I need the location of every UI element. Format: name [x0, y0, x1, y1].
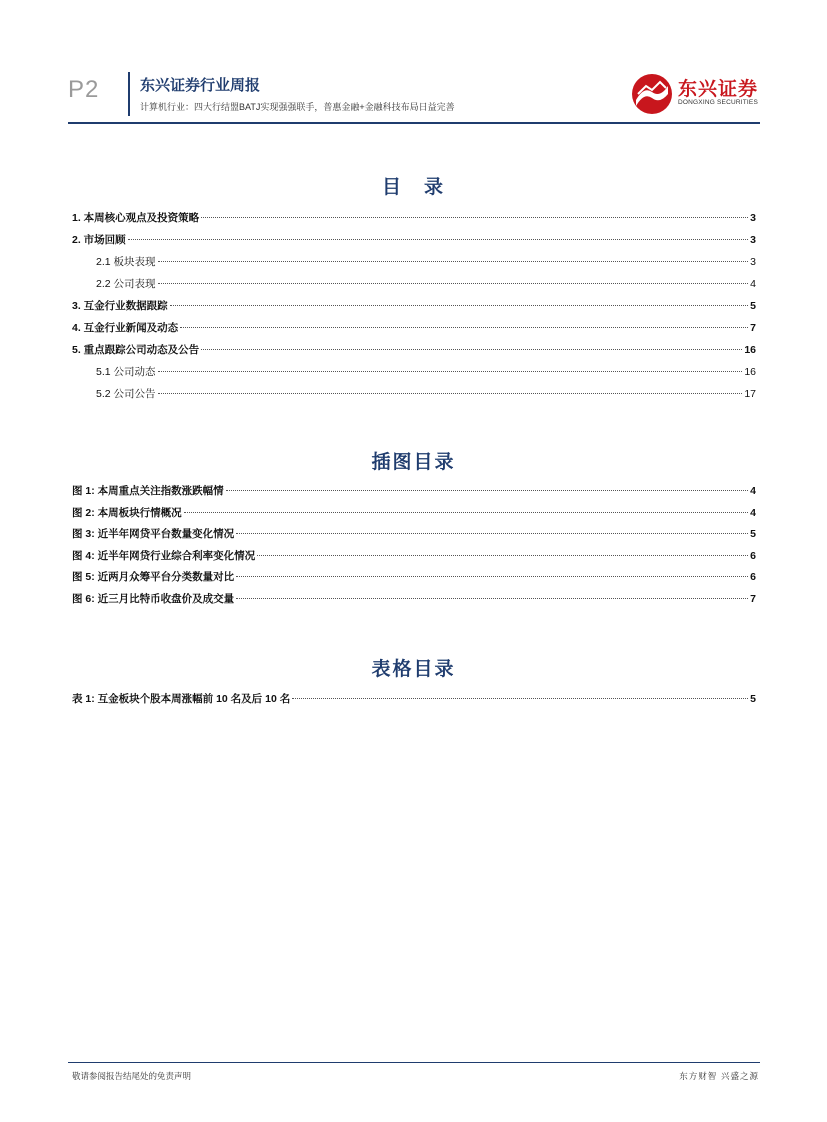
disclaimer-note: 敬请参阅报告结尾处的免责声明	[72, 1072, 192, 1082]
entry-label: 表 1: 互金板块个股本周涨幅前 10 名及后 10 名	[72, 693, 291, 705]
entry-page-number: 4	[750, 278, 756, 290]
report-subtitle: 计算机行业：四大行结盟BATJ实现强强联手，普惠金融+金融科技布局日益完善	[140, 102, 455, 112]
dot-leader	[184, 512, 748, 513]
toc-entry[interactable]	[96, 254, 756, 270]
logo-text-cn: 东兴证券	[678, 79, 759, 100]
dot-leader	[158, 261, 749, 262]
entry-page-number: 16	[744, 344, 756, 356]
figures-entry[interactable]	[72, 505, 756, 521]
entry-page-number: 3	[750, 234, 756, 246]
entry-label: 2.1 板块表现	[96, 256, 156, 268]
entry-page-number: 6	[750, 571, 756, 584]
toc-entry[interactable]	[96, 364, 756, 380]
company-slogan: 东方财智 兴盛之源	[679, 1072, 759, 1082]
entry-label: 1. 本周核心观点及投资策略	[72, 212, 200, 224]
entry-page-number: 5	[750, 693, 756, 705]
header-divider	[128, 72, 130, 116]
logo-emblem-icon	[630, 72, 674, 116]
figures-entry[interactable]	[72, 569, 756, 585]
dot-leader	[158, 371, 743, 372]
toc-entry[interactable]	[72, 342, 756, 358]
footer-rule	[68, 1062, 760, 1063]
entry-page-number: 4	[750, 506, 756, 519]
entry-label: 图 4: 近半年网贷行业综合利率变化情况	[72, 549, 256, 562]
dot-leader	[201, 349, 742, 350]
entry-label: 图 3: 近半年网贷平台数量变化情况	[72, 528, 235, 541]
entry-label: 5.2 公司公告	[96, 388, 156, 400]
page-header	[0, 0, 827, 130]
toc-entry[interactable]	[72, 232, 756, 248]
toc-entry[interactable]	[96, 276, 756, 292]
entry-page-number: 3	[750, 256, 756, 268]
figures-entry[interactable]	[72, 483, 756, 499]
dot-leader	[180, 327, 748, 328]
toc-entry[interactable]	[72, 298, 756, 314]
entry-label: 5.1 公司动态	[96, 366, 156, 378]
dot-leader	[170, 305, 748, 306]
figures-entry[interactable]	[72, 526, 756, 542]
figures-entry[interactable]	[72, 591, 756, 607]
entry-page-number: 3	[750, 212, 756, 224]
logo-text-en: DONGXING SECURITIES	[678, 99, 759, 106]
dot-leader	[236, 576, 748, 577]
page-number: P2	[68, 76, 100, 103]
tables-heading: 表格目录	[371, 659, 456, 680]
dot-leader	[257, 555, 748, 556]
tables-entry[interactable]	[72, 691, 756, 707]
report-title: 东兴证券行业周报	[140, 77, 261, 94]
dot-leader	[158, 393, 743, 394]
dot-leader	[236, 533, 748, 534]
dot-leader	[292, 698, 748, 699]
toc-entry[interactable]	[96, 386, 756, 402]
entry-label: 图 6: 近三月比特币收盘价及成交量	[72, 593, 235, 605]
entry-page-number: 7	[750, 593, 756, 605]
entry-label: 图 5: 近两月众筹平台分类数量对比	[72, 571, 235, 584]
entry-page-number: 5	[750, 300, 756, 312]
entry-page-number: 5	[750, 528, 756, 541]
company-logo	[630, 72, 760, 116]
dot-leader	[128, 239, 748, 240]
entry-label: 3. 互金行业数据跟踪	[72, 300, 168, 312]
entry-page-number: 6	[750, 549, 756, 562]
toc-heading: 目 录	[381, 177, 445, 198]
entry-label: 5. 重点跟踪公司动态及公告	[72, 344, 200, 356]
dot-leader	[226, 490, 748, 491]
entry-page-number: 17	[744, 388, 756, 400]
entry-label: 4. 互金行业新闻及动态	[72, 322, 179, 334]
figures-heading: 插图目录	[371, 452, 456, 473]
entry-page-number: 4	[750, 485, 756, 497]
toc-entry[interactable]	[72, 210, 756, 226]
dot-leader	[158, 283, 749, 284]
entry-label: 图 2: 本周板块行情概况	[72, 506, 182, 519]
header-rule	[68, 122, 760, 124]
dot-leader	[201, 217, 748, 218]
toc-entry[interactable]	[72, 320, 756, 336]
dot-leader	[236, 598, 748, 599]
entry-page-number: 16	[744, 366, 756, 378]
entry-label: 2.2 公司表现	[96, 278, 156, 290]
entry-label: 图 1: 本周重点关注指数涨跌幅情	[72, 485, 224, 497]
entry-page-number: 7	[750, 322, 756, 334]
figures-entry[interactable]	[72, 548, 756, 564]
entry-label: 2. 市场回顾	[72, 234, 126, 246]
